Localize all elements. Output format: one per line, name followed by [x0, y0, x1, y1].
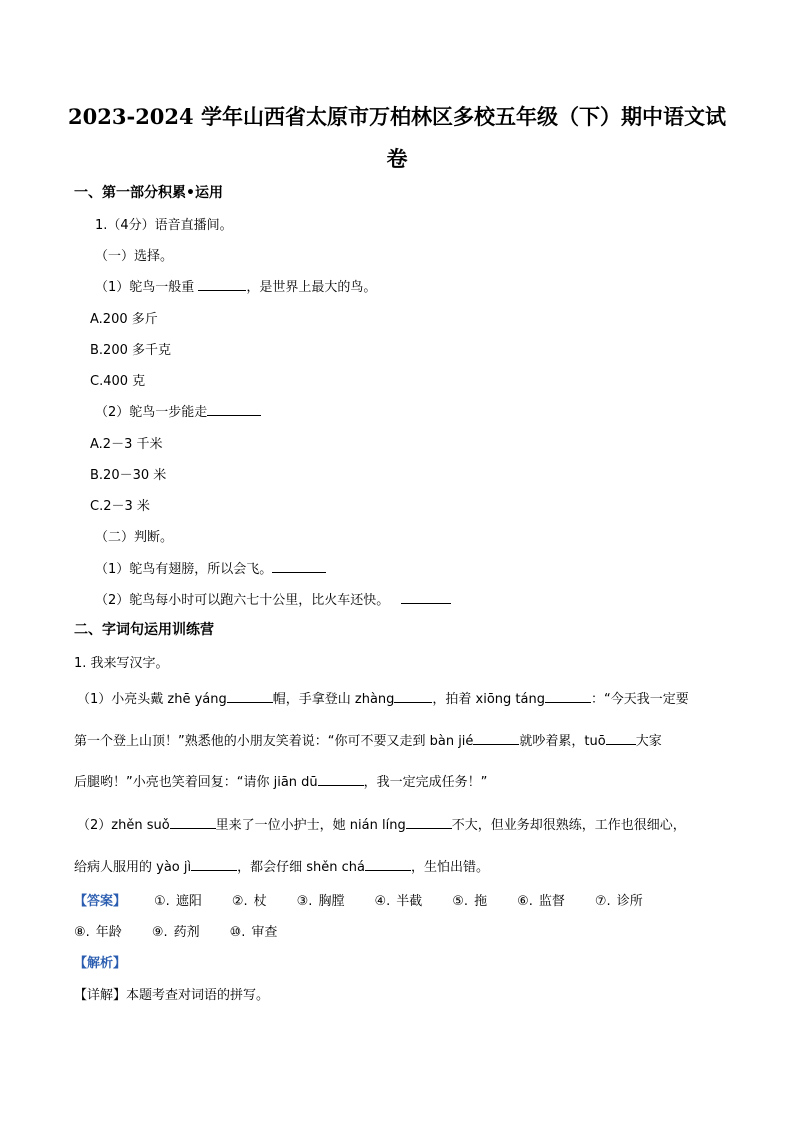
- passage-text: ，都会仔细 shěn chá: [237, 860, 365, 875]
- answer-blank: [365, 858, 411, 871]
- answer-blank: [227, 690, 273, 703]
- question-1-1-text-b: ，是世界上最大的鸟。: [246, 280, 377, 295]
- detail-line: [74, 984, 269, 1003]
- section-2-heading: 二、字词句运用训练营: [74, 622, 214, 638]
- passage-1-line-2: [74, 730, 662, 749]
- part-choice-heading: （一）选择。: [95, 249, 174, 264]
- answer-blank: [170, 816, 216, 829]
- answer-row-2: [74, 921, 307, 940]
- question-2: 1. 我来写汉字。: [74, 656, 169, 671]
- passage-text: 后腿哟！”小亮也笑着回复：“请你 jiān dū: [74, 775, 318, 790]
- passage-text: ：“今天我一定要: [590, 692, 689, 707]
- passage-2-line-2: [74, 856, 489, 875]
- exam-title-line2: 卷: [386, 146, 408, 171]
- passage-1-line-3: [74, 771, 487, 790]
- answer-blank: [545, 690, 591, 703]
- judge-2: [95, 589, 451, 608]
- answer-blank: [191, 858, 237, 871]
- question-1: 1.（4分）语音直播间。: [95, 218, 233, 233]
- question-1-1: [95, 276, 376, 295]
- passage-text: 帽，手拿登山 zhàng: [272, 692, 395, 707]
- answer-item: ⑤. 拖: [452, 894, 488, 909]
- answer-item: ④. 半截: [374, 894, 423, 909]
- passage-text: （2）zhěn suǒ: [77, 818, 170, 833]
- answer-blank: [272, 560, 326, 573]
- answer-blank: [198, 278, 246, 291]
- answer-item: ②. 杖: [231, 894, 267, 909]
- passage-text: 第一个登上山顶！”熟悉他的小朋友笑着说：“你可不要又走到 bàn jié: [74, 734, 474, 749]
- passage-text: ，拍着 xiōng táng: [432, 692, 545, 707]
- answer-item: ⑩. 审查: [229, 925, 278, 940]
- analysis-label: [74, 952, 126, 971]
- detail-text: 本题考查对词语的拼写。: [126, 988, 270, 1003]
- answer-item: ⑧. 年龄: [74, 925, 122, 940]
- option-1-1-c: C.400 克: [90, 374, 146, 389]
- judge-1: [95, 558, 326, 577]
- judge-1-text: （1）鸵鸟有翅膀，所以会飞。: [95, 562, 273, 577]
- exam-title-line1: 2023-2024 学年山西省太原市万柏林区多校五年级（下）期中语文试: [68, 104, 726, 129]
- answer-blank: [473, 732, 519, 745]
- answer-blank: [406, 816, 452, 829]
- answer-row-1: [74, 890, 643, 909]
- option-1-1-a: A.200 多斤: [90, 312, 158, 327]
- answer-item: ③. 胸膛: [296, 894, 345, 909]
- passage-text: ，生怕出错。: [410, 860, 489, 875]
- passage-text: 不大，但业务却很熟练，工作也很细心，: [451, 818, 686, 833]
- analysis-label-text: 【解析】: [74, 956, 127, 971]
- passage-text: 里来了一位小护士，她 nián líng: [215, 818, 406, 833]
- question-1-2-text: （2）鸵鸟一步能走: [95, 405, 208, 420]
- answer-item: ⑨. 药剂: [151, 925, 200, 940]
- section-1-heading: 一、第一部分积累•运用: [74, 185, 223, 201]
- answer-blank: [394, 690, 432, 703]
- passage-text: 给病人服用的 yào jì: [74, 860, 192, 875]
- answer-blank: [207, 403, 261, 416]
- passage-text: （1）小亮头戴 zhē yáng: [77, 692, 227, 707]
- question-1-1-text-a: （1）鸵鸟一般重: [95, 280, 195, 295]
- question-1-2: [95, 401, 261, 420]
- answer-blank: [606, 732, 636, 745]
- option-1-1-b: B.200 多千克: [90, 343, 171, 358]
- detail-label: 【详解】: [74, 988, 127, 1003]
- part-judge-heading: （二）判断。: [95, 530, 174, 545]
- passage-2-line-1: [77, 814, 686, 833]
- answer-item: ⑦. 诊所: [594, 894, 643, 909]
- passage-1-line-1: [77, 688, 689, 707]
- option-1-2-c: C.2－3 米: [90, 499, 150, 514]
- answer-item: ⑥. 监督: [517, 894, 565, 909]
- answer-blank: [401, 591, 451, 604]
- option-1-2-a: A.2－3 千米: [90, 437, 163, 452]
- passage-text: ，我一定完成任务！”: [363, 775, 488, 790]
- judge-2-text: （2）鸵鸟每小时可以跑六七十公里，比火车还快。: [95, 593, 390, 608]
- option-1-2-b: B.20－30 米: [90, 468, 167, 483]
- answer-blank: [318, 773, 364, 786]
- passage-text: 大家: [635, 734, 662, 749]
- answer-label: 【答案】: [74, 894, 127, 909]
- answer-item: ①. 遮阳: [154, 894, 202, 909]
- passage-text: 就吵着累，tuō: [519, 734, 606, 749]
